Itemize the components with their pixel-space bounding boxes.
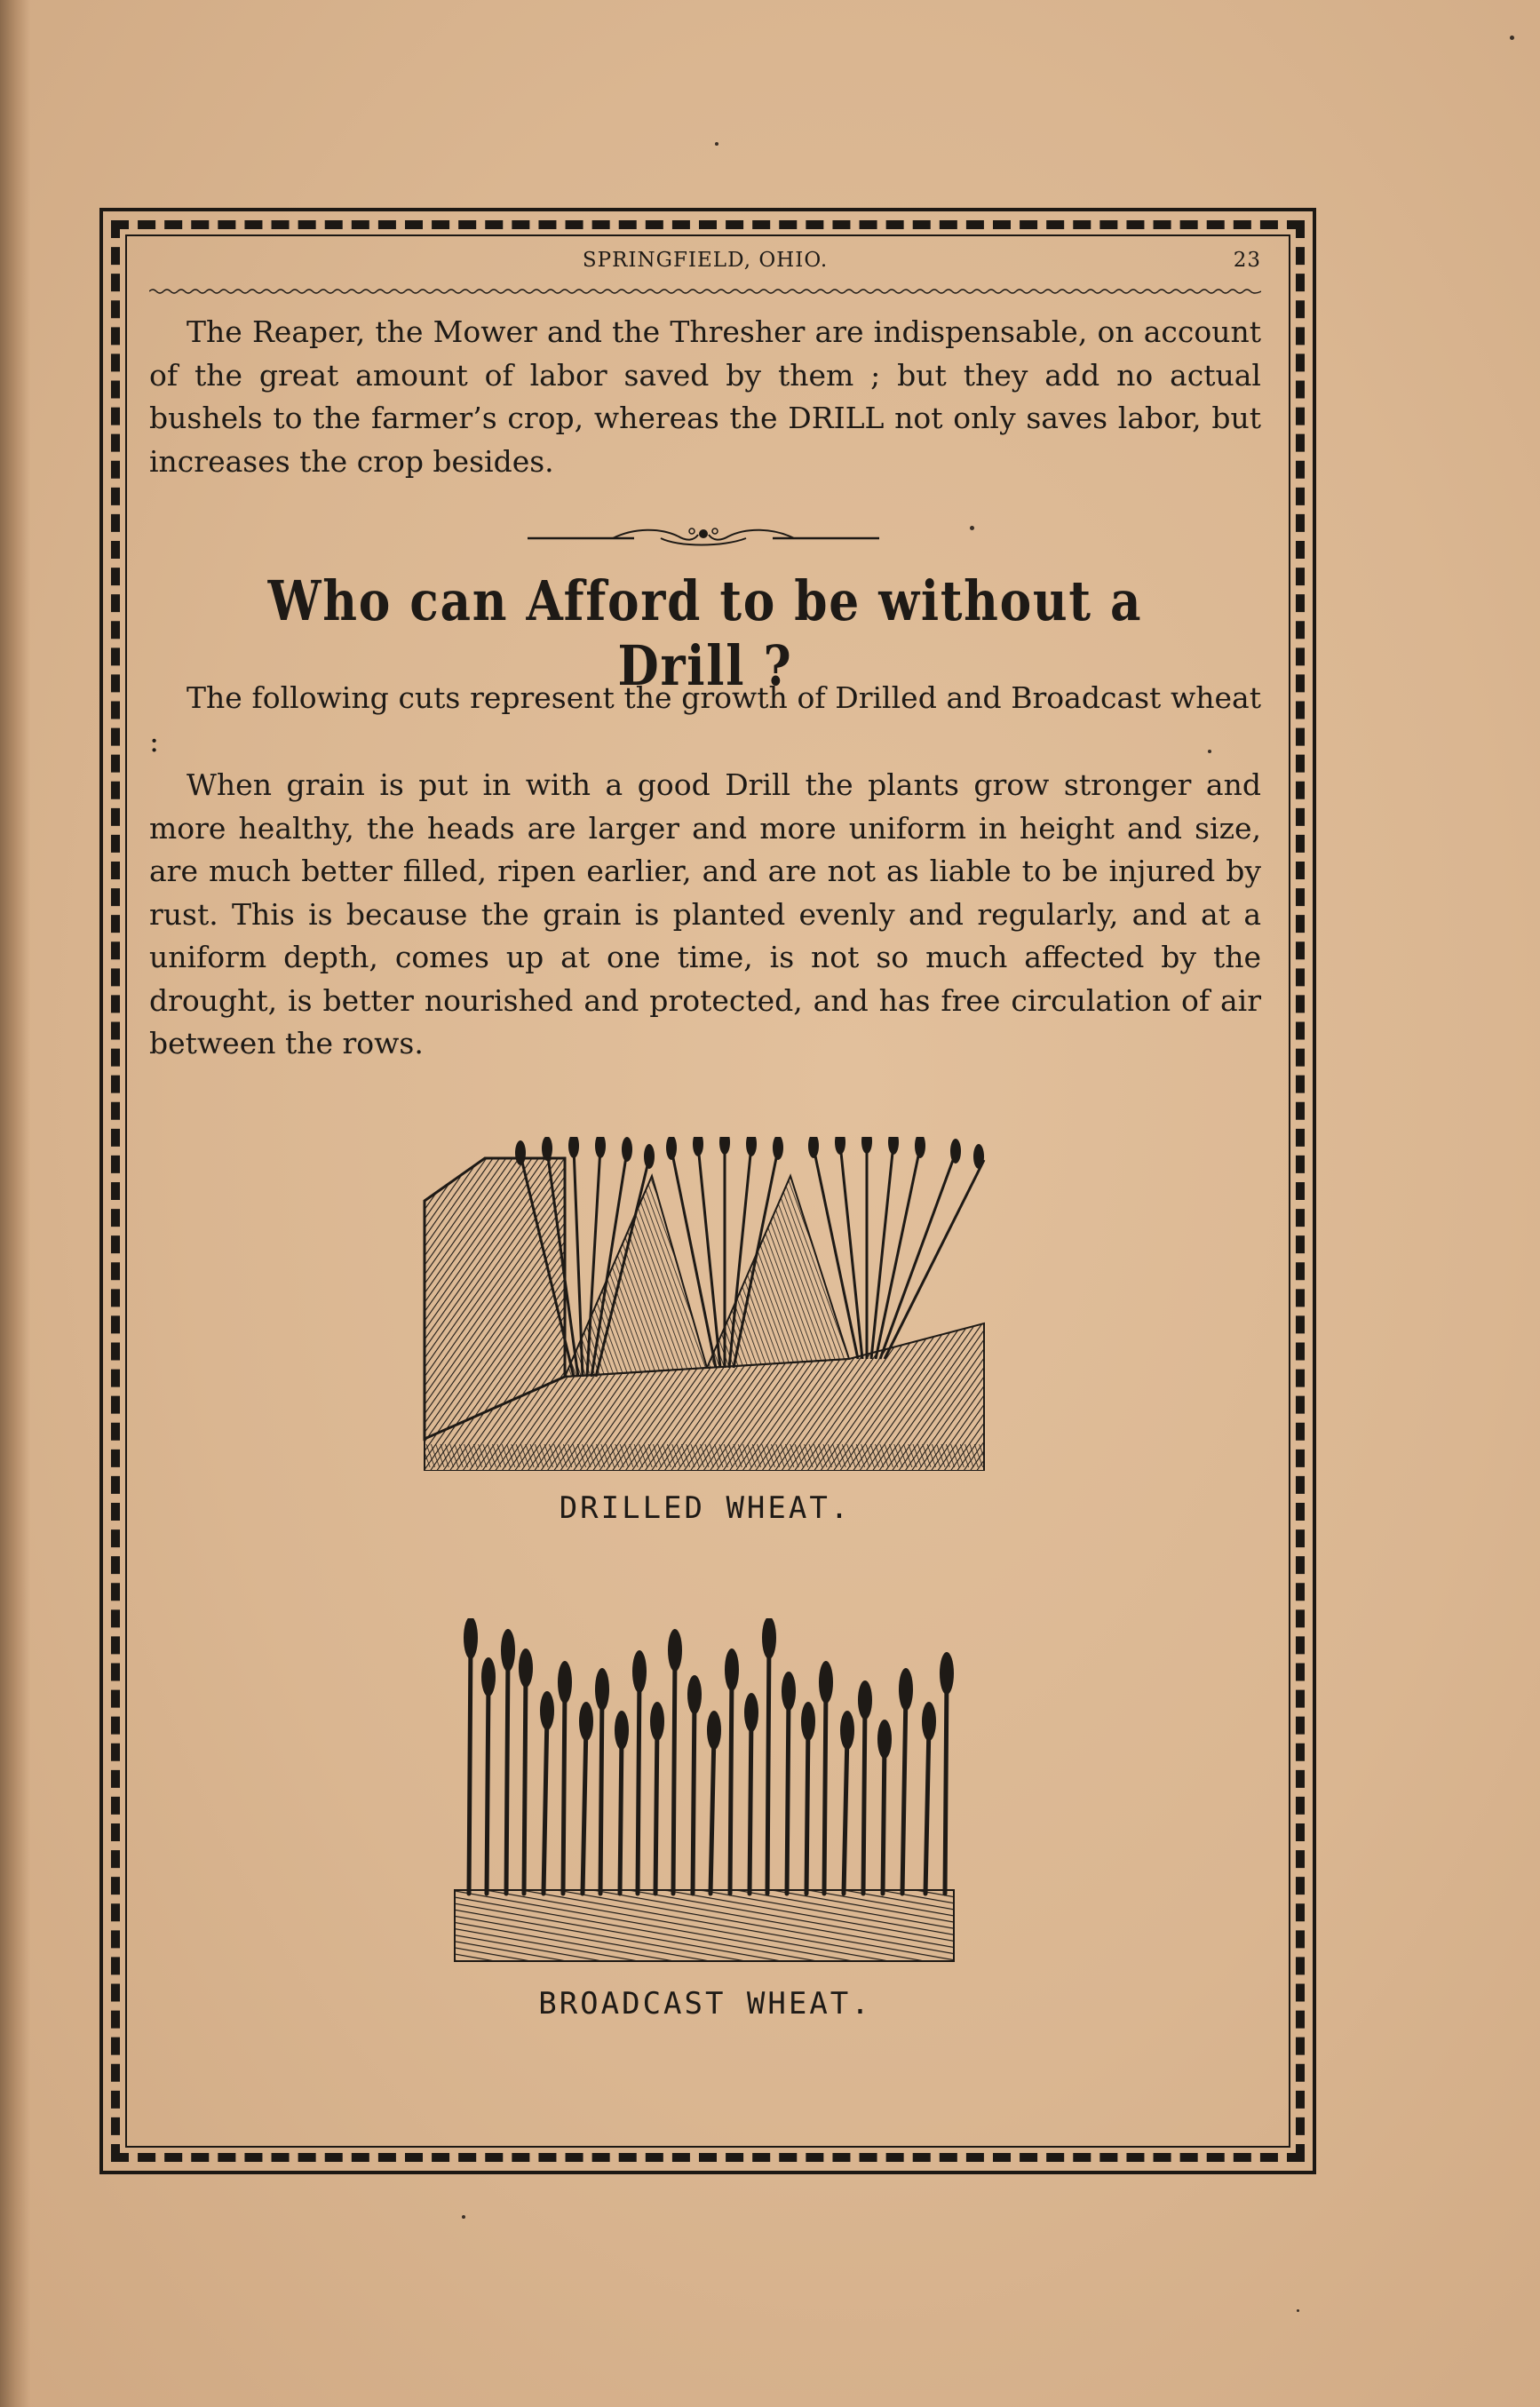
page-header	[149, 249, 1261, 279]
drilled-wheat-illustration	[423, 1137, 988, 1471]
flourish-ornament	[528, 520, 879, 552]
intro-paragraph: The Reaper, the Mower and the Thresher are indispensable, on account of the great amount of labor saved by them ; but they add no actual bushels to the farmer’s crop, whereas the DRILL not only saves labor, but increases the crop besides.	[149, 314, 1261, 479]
running-head: SPRINGFIELD, OHIO.	[582, 249, 829, 272]
benefits-paragraph: When grain is put in with a good Drill the plants grow stronger and more healthy, the heads are larger and more uniform in height and size, are much better filled, ripen earlier, and are not as liable to be injured by rust. This is because the grain is planted evenly and regularly, and at a uniform depth, comes up at one time, is not so much affected by the drought, is better nourished and protected, and has free circulation of air between the rows.	[149, 767, 1261, 1061]
drilled-wheat-caption: DRILLED WHEAT.	[559, 1490, 852, 1526]
cuts-paragraph: The following cuts represent the growth of Drilled and Broadcast wheat :	[149, 680, 1261, 759]
page-heading: Who can Afford to be without a Drill ?	[267, 568, 1143, 698]
header-rule	[149, 288, 1261, 295]
broadcast-wheat-caption: BROADCAST WHEAT.	[538, 1986, 872, 2022]
broadcast-wheat-illustration	[451, 1618, 957, 1966]
page-binding-shadow	[0, 0, 30, 2407]
page-number: 23	[1233, 249, 1261, 272]
